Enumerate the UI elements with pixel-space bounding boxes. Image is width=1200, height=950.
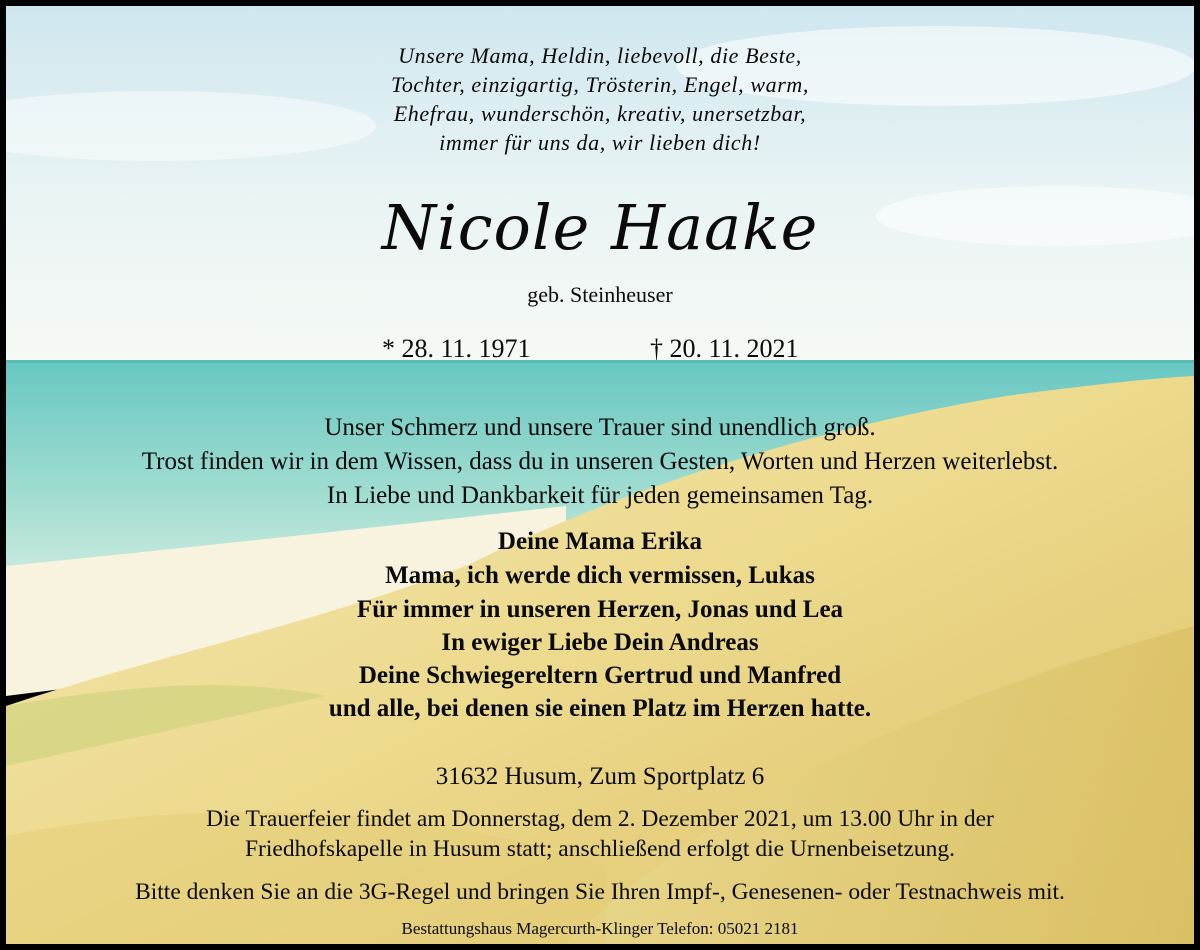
birth-name: geb. Steinheuser	[527, 282, 673, 307]
poem-line-4: immer für uns da, wir lieben dich!	[439, 130, 761, 155]
message-line-2: Trost finden wir in dem Wissen, dass du in unseren Gesten, Worten und Herzen weiterlebst.	[141, 448, 1059, 475]
family-line-2: Mama, ich werde dich vermissen, Lukas	[385, 562, 815, 589]
deceased-name: Nicole Haake	[381, 191, 819, 264]
funeral-line-2: Friedhofskapelle in Husum statt; anschließend erfolgt die Urnenbeisetzung.	[244, 836, 956, 862]
family-line-3: Für immer in unseren Herzen, Jonas und Lea	[356, 596, 844, 623]
funeral-home-footer: Bestattungshaus Magercurth-Klinger Telefon: 05021 2181	[401, 919, 799, 938]
family-line-1: Deine Mama Erika	[497, 528, 703, 555]
family-line-5: Deine Schwiegereltern Gertrud und Manfred	[358, 662, 842, 689]
death-date: † 20. 11. 2021	[650, 334, 799, 363]
family-line-6: und alle, bei denen sie einen Platz im Herzen hatte.	[328, 695, 872, 722]
address: 31632 Husum, Zum Sportplatz 6	[435, 763, 765, 790]
birth-date: * 28. 11. 1971	[382, 334, 531, 363]
funeral-line-1: Die Trauerfeier findet am Donnerstag, dem 2. Dezember 2021, um 13.00 Uhr in der	[206, 806, 994, 832]
family-line-4: In ewiger Liebe Dein Andreas	[441, 629, 759, 656]
poem-line-2: Tochter, einzigartig, Trösterin, Engel, warm,	[391, 72, 809, 97]
message-line-1: Unser Schmerz und unsere Trauer sind unendlich groß.	[324, 414, 876, 441]
message-line-3: In Liebe und Dankbarkeit für jeden gemeinsamen Tag.	[326, 482, 874, 509]
poem-line-1: Unsere Mama, Heldin, liebevoll, die Beste,	[398, 43, 802, 68]
covid-notice: Bitte denken Sie an die 3G-Regel und bringen Sie Ihren Impf-, Genesenen- oder Testnachweis mit.	[135, 879, 1065, 905]
poem-line-3: Ehefrau, wunderschön, kreativ, unersetzbar,	[393, 101, 807, 126]
